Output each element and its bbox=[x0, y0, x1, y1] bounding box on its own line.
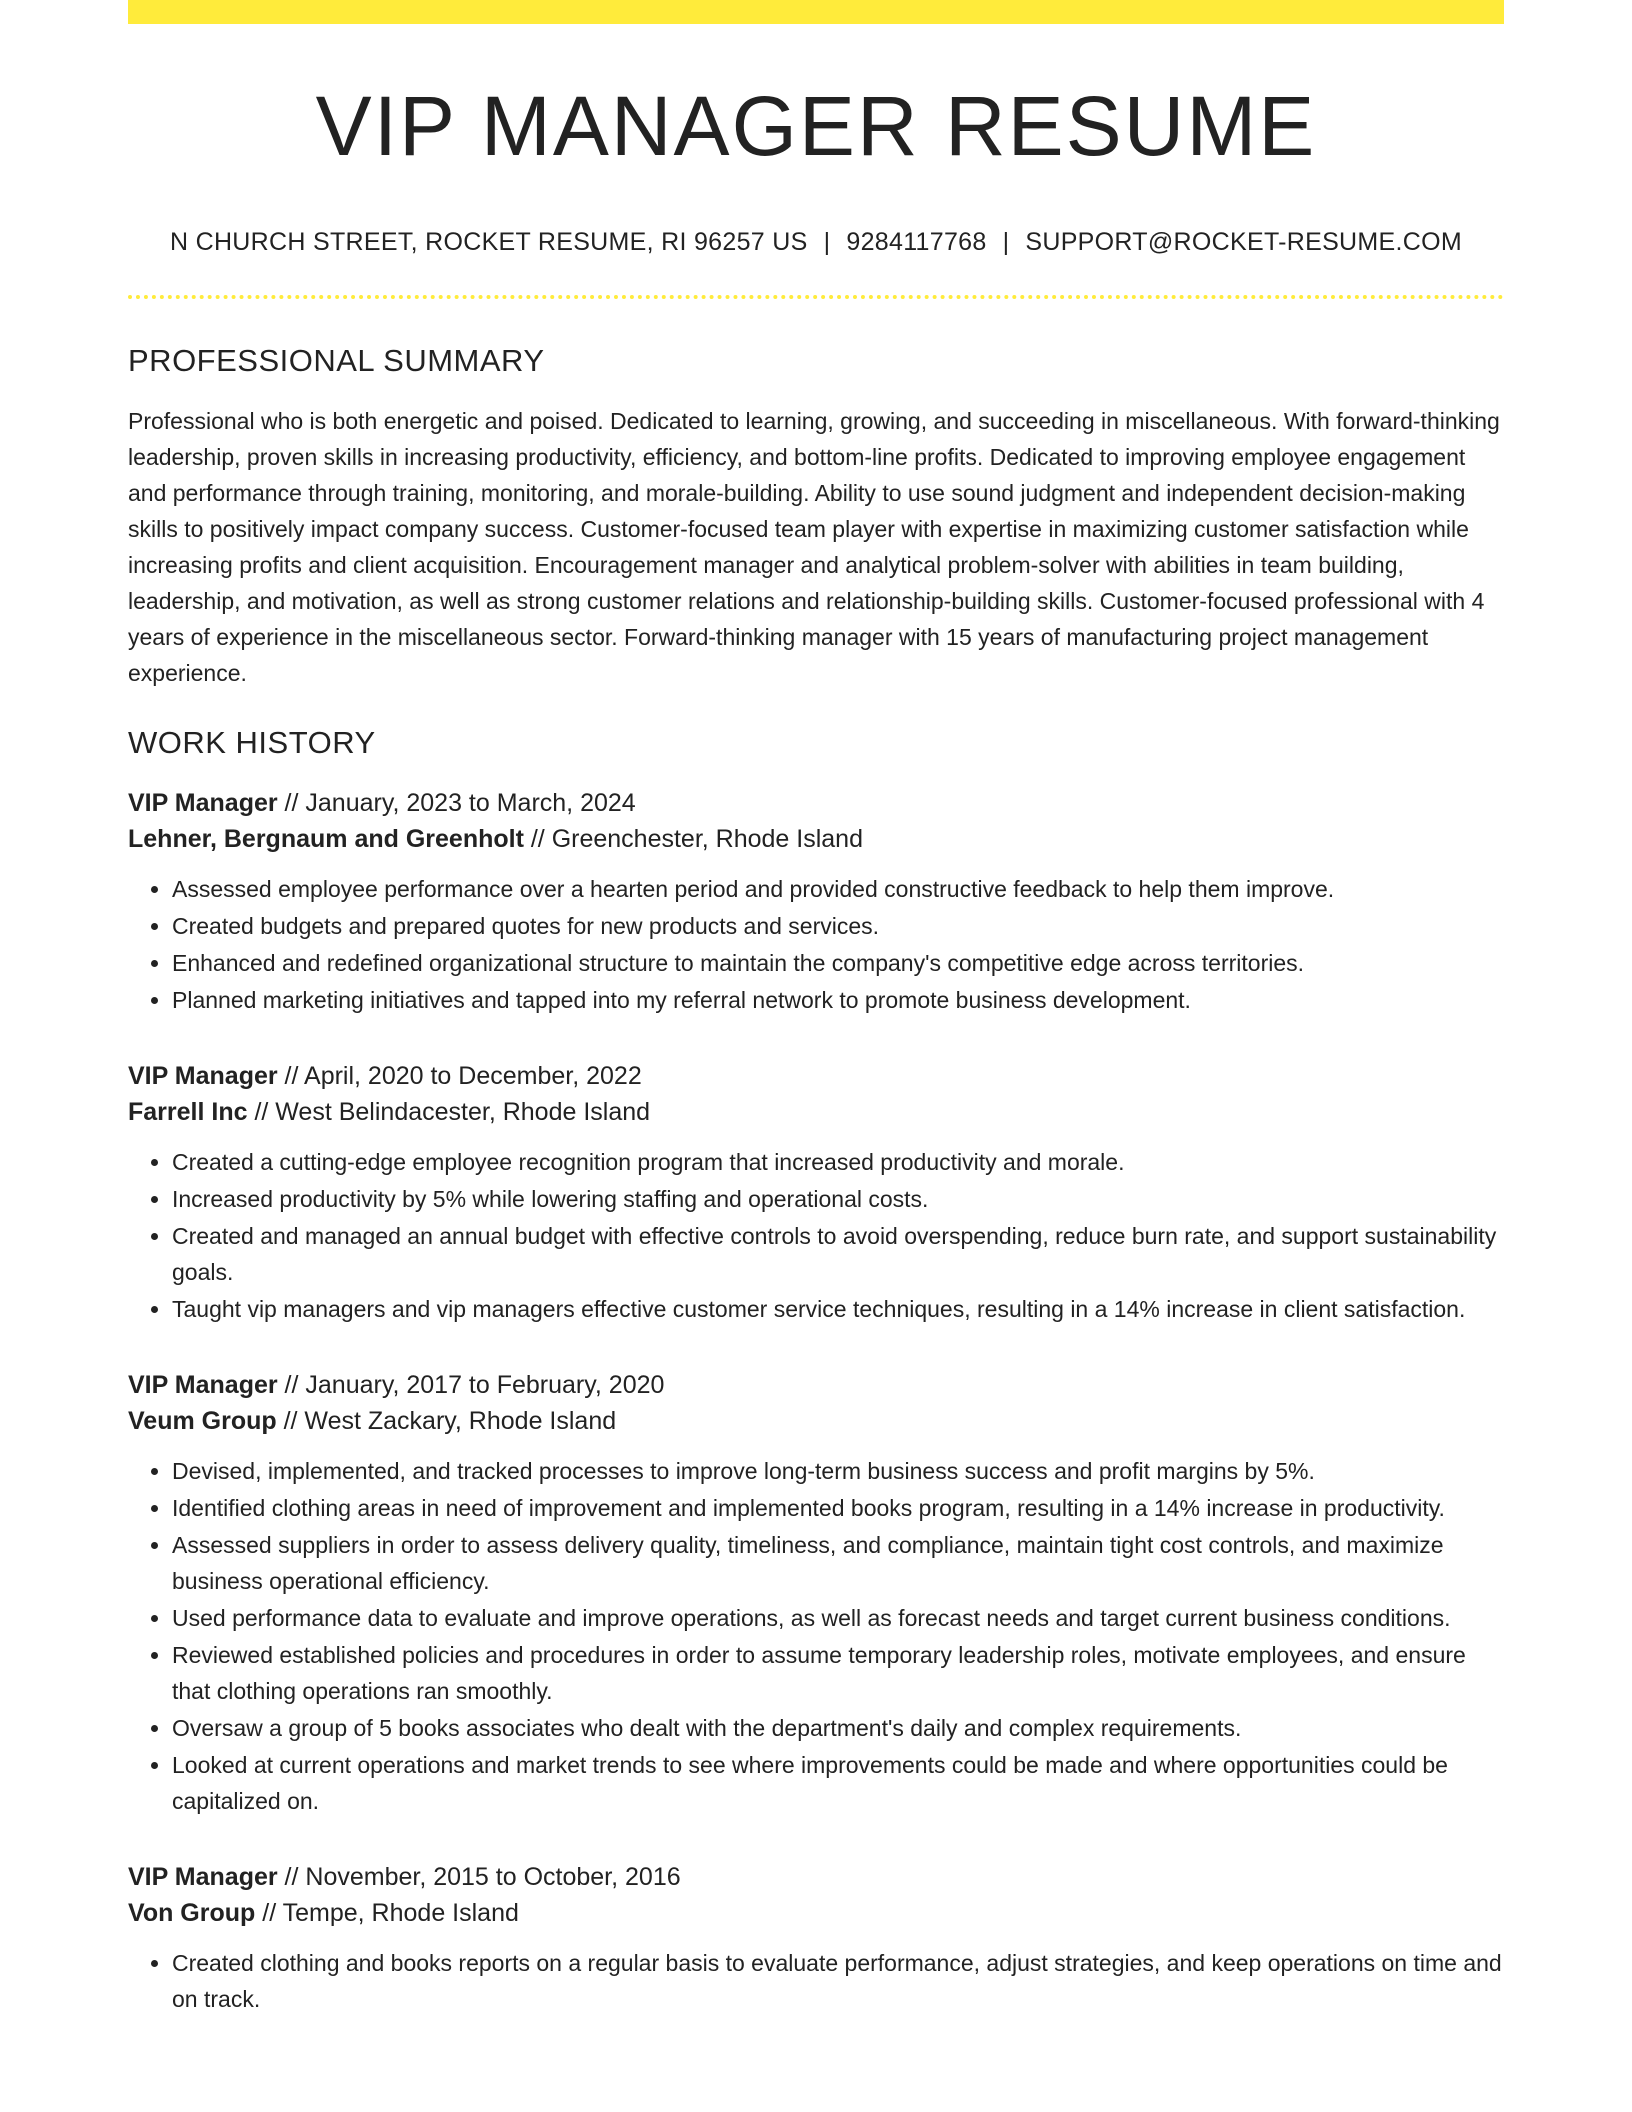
job-company: Lehner, Bergnaum and Greenholt bbox=[128, 825, 524, 854]
job-bullet: • Oversaw a group of 5 books associates who dealt with the department's daily and complex requirements. bbox=[172, 1710, 1504, 1746]
job-dates: // April, 2020 to December, 2022 bbox=[277, 1062, 642, 1091]
resume-page bbox=[128, 0, 1504, 2018]
job-company-line bbox=[128, 821, 1504, 857]
job-bullet: • Taught vip managers and vip managers effective customer service techniques, resulting in a 14% increase in client satisfaction. bbox=[172, 1291, 1504, 1327]
job-bullet: • Assessed suppliers in order to assess delivery quality, timeliness, and compliance, maintain tight cost controls, and maximize business operational efficiency. bbox=[172, 1527, 1504, 1599]
job-entry bbox=[128, 1859, 1504, 2017]
job-title-line bbox=[128, 1859, 1504, 1895]
job-entry bbox=[128, 785, 1504, 1018]
job-bullet-list bbox=[128, 1945, 1504, 2017]
job-entry bbox=[128, 1058, 1504, 1327]
job-title: VIP Manager bbox=[128, 1863, 278, 1892]
resume-title: VIP MANAGER RESUME bbox=[315, 79, 1317, 173]
job-location: // West Zackary, Rhode Island bbox=[276, 1407, 617, 1436]
contact-phone: 9284117768 bbox=[846, 228, 987, 257]
top-accent-bar bbox=[128, 0, 1504, 24]
job-bullet: • Enhanced and redefined organizational structure to maintain the company's competitive edge across territories. bbox=[172, 945, 1504, 981]
job-bullet: • Used performance data to evaluate and improve operations, as well as forecast needs and target current business conditions. bbox=[172, 1600, 1504, 1636]
job-dates: // January, 2017 to February, 2020 bbox=[277, 1371, 665, 1400]
job-bullet: • Increased productivity by 5% while lowering staffing and operational costs. bbox=[172, 1181, 1504, 1217]
dotted-divider bbox=[128, 295, 1504, 299]
job-company-line bbox=[128, 1403, 1504, 1439]
job-bullet: • Looked at current operations and market trends to see where improvements could be made and where opportunities could be capitalized on. bbox=[172, 1747, 1504, 1819]
job-title-line bbox=[128, 1367, 1504, 1403]
job-entry bbox=[128, 1367, 1504, 1819]
job-bullet: • Reviewed established policies and procedures in order to assume temporary leadership roles, motivate employees, and ensure that clothing operations ran smoothly. bbox=[172, 1637, 1504, 1709]
work-history-heading: WORK HISTORY bbox=[128, 725, 376, 761]
summary-heading: PROFESSIONAL SUMMARY bbox=[128, 343, 545, 379]
job-title: VIP Manager bbox=[128, 789, 278, 818]
contact-email: SUPPORT@ROCKET-RESUME.COM bbox=[1025, 228, 1462, 257]
job-bullet-list bbox=[128, 871, 1504, 1018]
job-title: VIP Manager bbox=[128, 1062, 278, 1091]
summary-text: Professional who is both energetic and poised. Dedicated to learning, growing, and succeeding in miscellaneous. With forward-thinking leadership, proven skills in increasing productivity, efficiency, and bottom-line profits. Dedicated to improving employee engagement and performance through training, monitoring, and morale-building. Ability to use sound judgment and independent decision-making skills to positively impact company success. Customer-focused team player with expertise in maximizing customer satisfaction while increasing profits and client acquisition. Encouragement manager and analytical problem-solver with abilities in team building, leadership, and motivation, as well as strong customer relations and relationship-building skills. Customer-focused professional with 4 years of experience in the miscellaneous sector. Forward-thinking manager with 15 years of manufacturing project management experience. bbox=[128, 408, 1500, 687]
job-bullet-list bbox=[128, 1144, 1504, 1327]
contact-address: N CHURCH STREET, ROCKET RESUME, RI 96257 US bbox=[170, 228, 808, 257]
job-bullet: • Created a cutting-edge employee recognition program that increased productivity and morale. bbox=[172, 1144, 1504, 1180]
contact-separator: | bbox=[1002, 228, 1010, 257]
job-location: // Greenchester, Rhode Island bbox=[523, 825, 863, 854]
job-bullet-list bbox=[128, 1453, 1504, 1819]
job-company: Veum Group bbox=[128, 1407, 277, 1436]
job-company: Farrell Inc bbox=[128, 1098, 248, 1127]
job-bullet: • Created budgets and prepared quotes for new products and services. bbox=[172, 908, 1504, 944]
job-bullet: • Planned marketing initiatives and tapped into my referral network to promote business development. bbox=[172, 982, 1504, 1018]
job-title-line bbox=[128, 785, 1504, 821]
job-title: VIP Manager bbox=[128, 1371, 278, 1400]
job-bullet: • Created clothing and books reports on a regular basis to evaluate performance, adjust strategies, and keep operations on time and on track. bbox=[172, 1945, 1504, 2017]
job-bullet: • Devised, implemented, and tracked processes to improve long-term business success and profit margins by 5%. bbox=[172, 1453, 1504, 1489]
job-company-line bbox=[128, 1895, 1504, 1931]
job-bullet: • Identified clothing areas in need of improvement and implemented books program, resulting in a 14% increase in productivity. bbox=[172, 1490, 1504, 1526]
job-bullet: • Assessed employee performance over a hearten period and provided constructive feedback to help them improve. bbox=[172, 871, 1504, 907]
contact-line bbox=[128, 228, 1504, 257]
job-location: // West Belindacester, Rhode Island bbox=[247, 1098, 651, 1127]
job-location: // Tempe, Rhode Island bbox=[255, 1899, 519, 1928]
job-company-line bbox=[128, 1094, 1504, 1130]
contact-separator: | bbox=[823, 228, 831, 257]
job-dates: // November, 2015 to October, 2016 bbox=[277, 1863, 681, 1892]
job-title-line bbox=[128, 1058, 1504, 1094]
job-bullet: • Created and managed an annual budget with effective controls to avoid overspending, reduce burn rate, and support sustainability goals. bbox=[172, 1218, 1504, 1290]
job-dates: // January, 2023 to March, 2024 bbox=[277, 789, 636, 818]
job-company: Von Group bbox=[128, 1899, 256, 1928]
